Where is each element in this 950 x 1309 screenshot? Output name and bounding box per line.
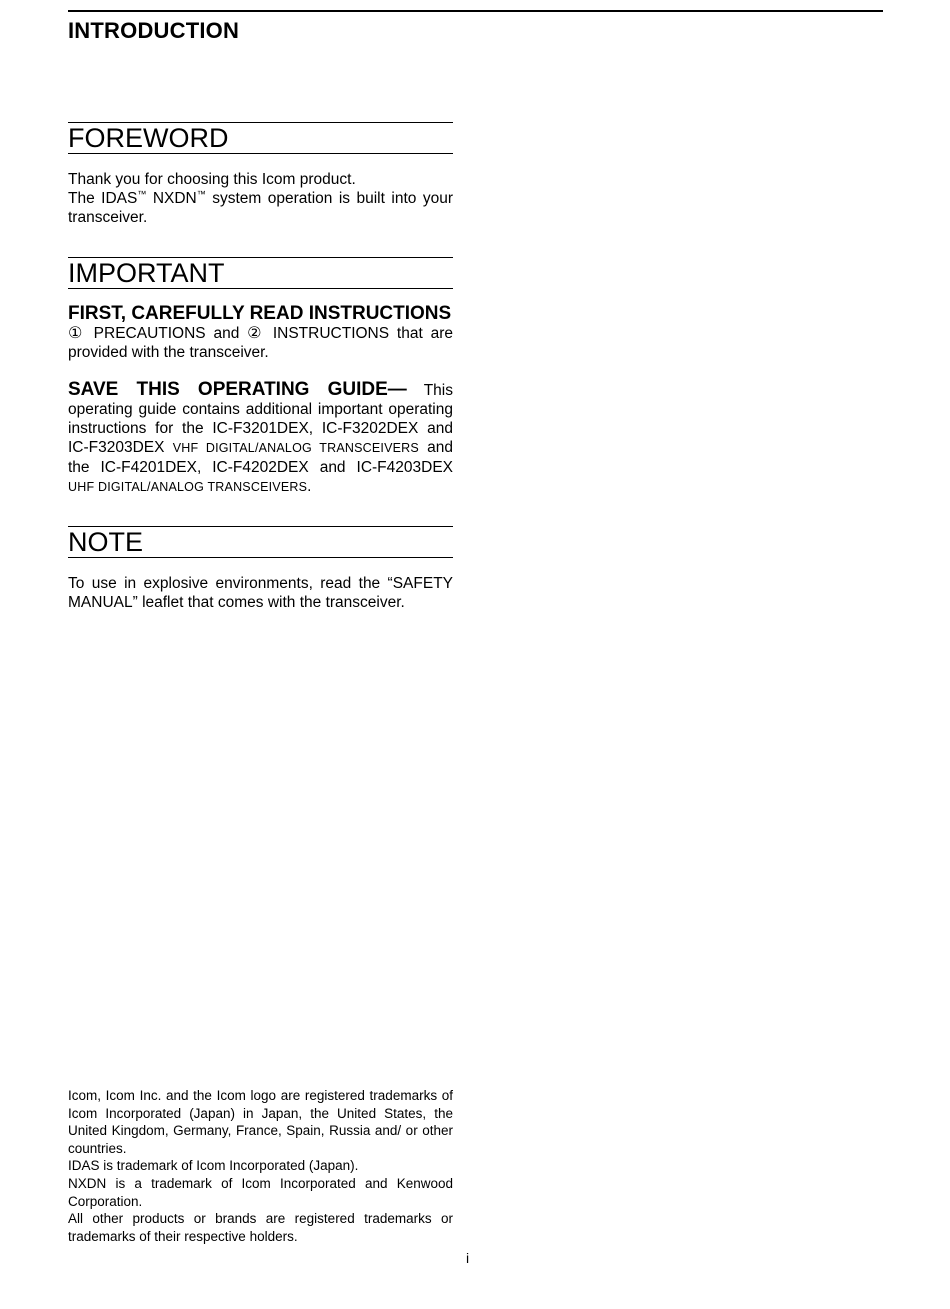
trademark-p1: Icom, Icom Inc. and the Icom logo are registered trademarks of Icom Incorporated (Japan) in Japan, the United States, the United Kingdom, Germany, France, Spain, Russia and/ or other countries. bbox=[68, 1088, 453, 1156]
trademark-p4: All other products or brands are registered trademarks or trademarks of their respective holders. bbox=[68, 1211, 453, 1244]
vhf-label: VHF DIGITAL/ANALOG TRANSCEIVERS bbox=[172, 441, 419, 455]
trademark-symbol: ™ bbox=[137, 188, 147, 199]
save-guide-paragraph: SAVE THIS OPERATING GUIDE— This operating guide contains additional important operating instructions for the IC-F3201DEX, IC-F3202DEX and IC-F3203DEX VHF DIGITAL/ANALOG TRANSCEIVERS and the IC-F4201DEX, IC-F4202DEX and IC-F4203DEX UHF DIGITAL/ANALOG TRANSCEIVERS. bbox=[68, 379, 453, 495]
save-guide-title: SAVE THIS OPERATING GUIDE— bbox=[68, 379, 407, 400]
note-text: To use in explosive environments, read the “SAFETY MANUAL” leaflet that comes with the transceiver. bbox=[68, 575, 453, 611]
foreword-line1: Thank you for choosing this Icom product. bbox=[68, 171, 356, 188]
important-heading: IMPORTANT bbox=[68, 257, 453, 289]
trademark-notice bbox=[68, 1087, 453, 1245]
foreword-heading: FOREWORD bbox=[68, 122, 453, 154]
foreword-section bbox=[68, 122, 453, 227]
trademark-p3: NXDN is a trademark of Icom Incorporated and Kenwood Corporation. bbox=[68, 1175, 453, 1209]
uhf-label: UHF DIGITAL/ANALOG TRANSCEIVERS bbox=[68, 480, 308, 494]
circled-one: ① bbox=[68, 325, 86, 342]
read-instructions-title: FIRST, CAREFULLY READ INSTRUCTIONS bbox=[68, 303, 452, 324]
note-heading: NOTE bbox=[68, 526, 453, 558]
read-instructions-text: ① PRECAUTIONS and ② INSTRUCTIONS that are provided with the transceiver. bbox=[68, 325, 453, 361]
trademark-p2: IDAS is trademark of Icom Incorporated (Japan). bbox=[68, 1158, 359, 1174]
important-section bbox=[68, 257, 453, 497]
page-number: i bbox=[466, 1250, 470, 1266]
circled-two: ② bbox=[247, 325, 266, 342]
foreword-line2: The IDAS™ NXDN™ system operation is built into your transceiver. bbox=[68, 188, 453, 226]
trademark-symbol: ™ bbox=[196, 188, 206, 199]
top-rule bbox=[68, 10, 883, 12]
note-section bbox=[68, 526, 453, 612]
chapter-title: INTRODUCTION bbox=[68, 18, 240, 43]
